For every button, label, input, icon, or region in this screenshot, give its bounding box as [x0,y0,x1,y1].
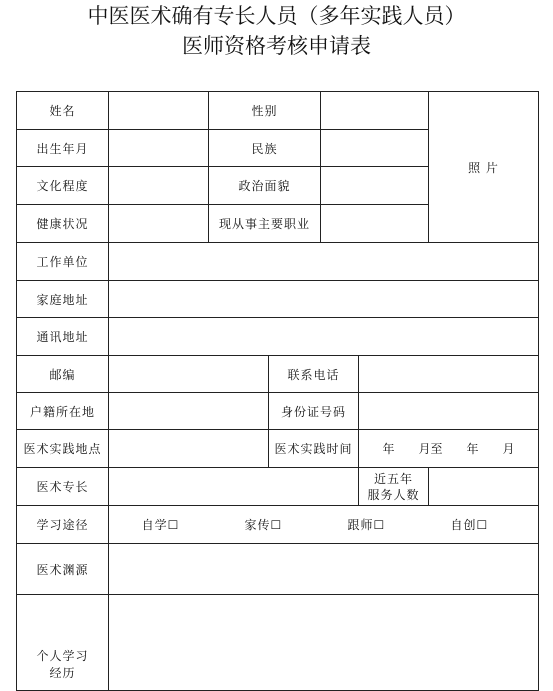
practice-place-field[interactable] [109,430,269,468]
learning-path-label: 学习途径 [17,506,109,544]
specialty-field[interactable] [109,468,359,506]
history-label-line1: 个人学习 [36,649,89,663]
form-title-line1: 中医医术确有专长人员（多年实践人员） [87,4,466,28]
specialty-label: 医术专长 [17,468,109,506]
form-title-line2: 医师资格考核申请表 [182,34,371,58]
mail-address-label: 通讯地址 [17,318,109,356]
origin-field[interactable] [109,544,539,595]
postcode-field[interactable] [109,356,269,393]
phone-label: 联系电话 [269,356,359,393]
home-address-label: 家庭地址 [17,281,109,318]
political-field[interactable] [321,167,429,205]
history-label-line2: 经历 [49,666,76,680]
postcode-label: 邮编 [17,356,109,393]
id-number-label: 身份证号码 [269,393,359,430]
practice-time-field[interactable]: 年 月至 年 月 [359,430,539,468]
home-address-field[interactable] [109,281,539,318]
history-label [17,595,109,691]
birth-field[interactable] [109,130,209,167]
history-field[interactable] [109,595,539,691]
history-label-text [36,648,88,682]
mail-address-field[interactable] [109,318,539,356]
household-field[interactable] [109,393,269,430]
health-label: 健康状况 [17,205,109,243]
name-field[interactable] [109,92,209,130]
name-label: 姓名 [17,92,109,130]
health-field[interactable] [109,205,209,243]
political-label: 政治面貌 [209,167,321,205]
option-mentor-checkbox[interactable]: 跟师☐ [347,518,386,532]
education-label: 文化程度 [17,167,109,205]
ethnicity-label: 民族 [209,130,321,167]
ethnicity-field[interactable] [321,130,429,167]
gender-label: 性别 [209,92,321,130]
education-field[interactable] [109,167,209,205]
option-self-created-checkbox[interactable]: 自创☐ [450,518,489,532]
gender-field[interactable] [321,92,429,130]
id-number-field[interactable] [359,393,539,430]
practice-place-label: 医术实践地点 [17,430,109,468]
served-count-label-line2: 服务人数 [367,487,420,502]
work-unit-field[interactable] [109,243,539,281]
served-count-label [359,468,429,506]
origin-label: 医术渊源 [17,544,109,595]
job-field[interactable] [321,205,429,243]
option-self-study-checkbox[interactable]: 自学☐ [141,518,180,532]
photo-label: 照 片 [468,160,499,175]
photo-area[interactable] [429,92,539,243]
option-family-checkbox[interactable]: 家传☐ [244,518,283,532]
practice-time-label: 医术实践时间 [269,430,359,468]
work-unit-label: 工作单位 [17,243,109,281]
served-count-label-line1: 近五年 [374,471,414,486]
phone-field[interactable] [359,356,539,393]
served-count-field[interactable] [429,468,539,506]
learning-path-options [109,506,539,544]
job-label: 现从事主要职业 [209,205,321,243]
application-form-table [16,91,539,691]
household-label: 户籍所在地 [17,393,109,430]
birth-label: 出生年月 [17,130,109,167]
